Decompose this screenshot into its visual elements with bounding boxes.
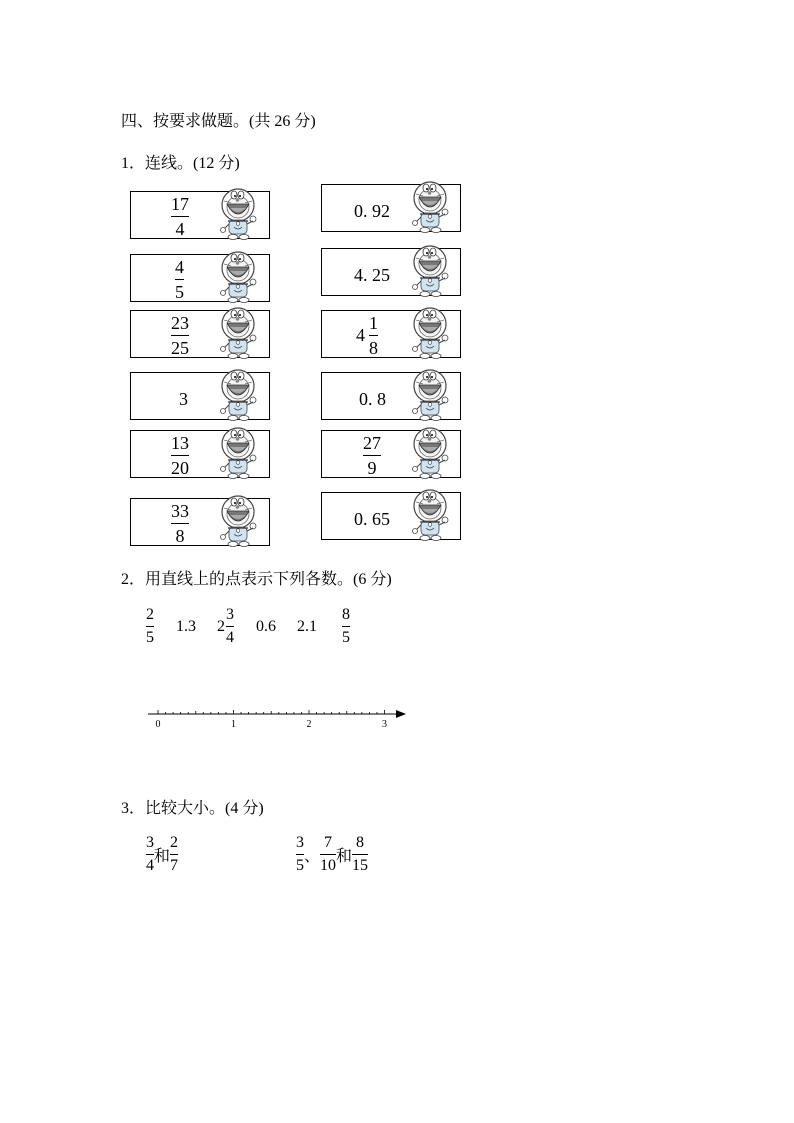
fraction-bar	[320, 854, 336, 855]
fraction	[171, 194, 189, 239]
denominator: 15	[352, 857, 369, 874]
fraction	[171, 501, 189, 546]
numerator: 2	[146, 606, 154, 623]
fraction-bar	[146, 854, 154, 855]
q2-number-fraction	[342, 606, 350, 647]
doraemon-mascot-icon	[410, 243, 450, 299]
axis-ticks	[158, 710, 385, 714]
tick-label: 1	[231, 719, 236, 730]
denominator: 8	[369, 338, 378, 358]
q2-number-mixed	[217, 606, 234, 647]
fraction-bar	[352, 854, 368, 855]
fraction	[369, 313, 378, 358]
fraction-bar	[171, 523, 189, 524]
doraemon-mascot-icon	[410, 367, 450, 423]
q3-pair-1	[146, 834, 178, 875]
doraemon-mascot-icon	[410, 305, 450, 361]
numerator: 3	[296, 834, 304, 851]
denominator: 5	[175, 282, 184, 302]
q3-title: 3．比较大小。(4 分)	[121, 800, 264, 817]
card-value: 0. 65	[354, 509, 390, 529]
q2-number-decimal: 2.1	[297, 618, 317, 635]
fraction	[226, 606, 234, 647]
axis-arrow-icon	[396, 710, 406, 718]
fraction-bar	[369, 335, 378, 336]
denominator: 5	[146, 629, 154, 646]
denominator: 25	[171, 338, 189, 358]
denominator: 20	[171, 458, 189, 478]
fraction	[363, 433, 381, 478]
fraction-bar	[171, 216, 189, 217]
tick-label: 3	[382, 719, 387, 730]
q2-number-fraction	[146, 606, 154, 647]
numerator: 2	[170, 834, 179, 851]
q2-title: 2．用直线上的点表示下列各数。(6 分)	[121, 571, 392, 588]
fraction	[146, 834, 154, 875]
fraction	[171, 313, 189, 358]
card-value: 0. 8	[359, 389, 386, 409]
fraction	[296, 834, 304, 875]
numerator: 4	[175, 257, 184, 277]
numerator: 3	[146, 834, 154, 851]
denominator: 7	[170, 857, 179, 874]
conjunction: 和	[154, 848, 171, 865]
mixed-number	[356, 313, 378, 358]
denominator: 9	[367, 458, 377, 478]
q3-pair-2	[296, 834, 368, 875]
numerator: 27	[363, 433, 381, 453]
card-value: 4. 25	[354, 265, 390, 285]
card-value: 3	[179, 389, 188, 409]
doraemon-mascot-icon	[218, 186, 258, 242]
fraction	[352, 834, 368, 875]
fraction-bar	[170, 854, 178, 855]
numerator: 8	[356, 834, 365, 851]
denominator: 5	[296, 857, 304, 874]
denominator: 5	[342, 629, 350, 646]
numerator: 8	[342, 606, 350, 623]
numerator: 33	[171, 501, 189, 521]
doraemon-mascot-icon	[410, 179, 450, 235]
denominator: 10	[320, 857, 337, 874]
whole-part: 2	[217, 617, 225, 635]
fraction-bar	[296, 854, 304, 855]
fraction	[320, 834, 336, 875]
fraction-bar	[342, 626, 350, 627]
fraction-bar	[171, 455, 189, 456]
doraemon-mascot-icon	[218, 367, 258, 423]
q2-number-decimal: 0.6	[256, 618, 276, 635]
axis-tick-labels	[156, 719, 388, 730]
numerator: 23	[171, 313, 189, 333]
conjunction: 和	[336, 848, 353, 865]
tick-label: 0	[155, 719, 161, 730]
numerator: 13	[171, 433, 189, 453]
separator: 、	[304, 848, 321, 865]
fraction-bar	[226, 626, 234, 627]
fraction	[170, 834, 178, 875]
numerator: 7	[324, 834, 333, 851]
fraction	[175, 257, 184, 302]
doraemon-mascot-icon	[218, 249, 258, 305]
fraction-bar	[363, 455, 381, 456]
denominator: 4	[226, 629, 234, 646]
fraction-bar	[175, 279, 184, 280]
denominator: 4	[146, 857, 154, 874]
denominator: 8	[175, 526, 185, 546]
fraction-bar	[171, 335, 189, 336]
section-title: 四、按要求做题。(共 26 分)	[121, 113, 316, 130]
denominator: 4	[175, 219, 185, 239]
fraction-bar	[146, 626, 154, 627]
doraemon-mascot-icon	[218, 493, 258, 549]
doraemon-mascot-icon	[218, 425, 258, 481]
fraction	[171, 433, 189, 478]
q2-number-decimal: 1.3	[176, 618, 196, 635]
numerator: 17	[171, 194, 189, 214]
doraemon-mascot-icon	[410, 425, 450, 481]
numerator: 1	[369, 313, 378, 333]
numerator: 3	[226, 606, 234, 623]
tick-label: 2	[306, 719, 312, 730]
doraemon-mascot-icon	[410, 487, 450, 543]
whole-part: 4	[356, 325, 365, 345]
number-line	[140, 700, 420, 736]
q1-title: 1．连线。(12 分)	[121, 155, 240, 172]
card-value: 0. 92	[354, 201, 390, 221]
doraemon-mascot-icon	[218, 305, 258, 361]
